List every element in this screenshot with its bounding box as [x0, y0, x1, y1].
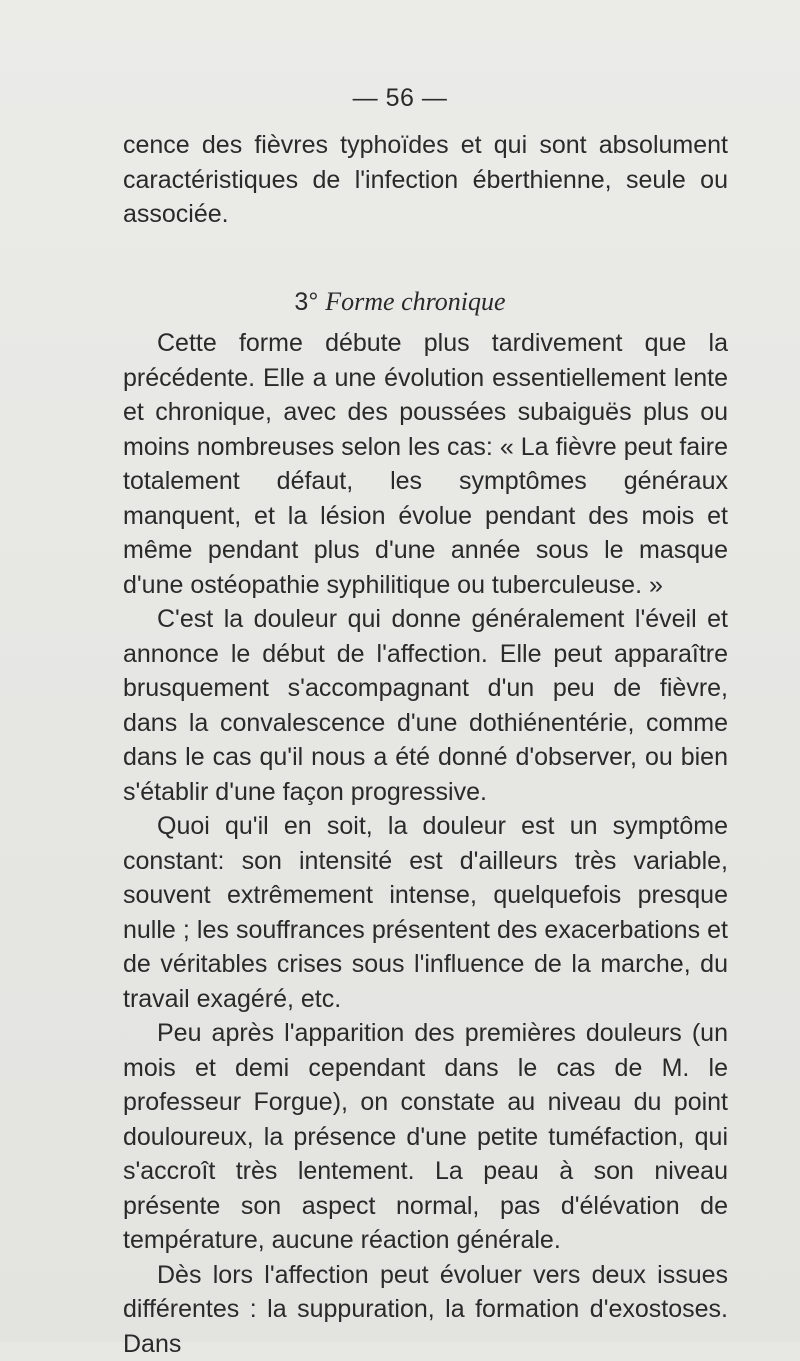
section-heading	[0, 287, 800, 317]
paragraph: Cette forme débute plus tardivement que la précédente. Elle a une évolution essentiellement lente et chronique, avec des poussées subaiguës plus ou moins nombreuses selon les cas: « La fièvre peut faire totalement défaut, les symptômes généraux manquent, et la lésion évolue pendant des mois et même pendant plus d'une année sous le masque d'une ostéopathie syphilitique ou tuberculeuse. »	[123, 326, 728, 602]
paragraph: Quoi qu'il en soit, la douleur est un symptôme constant: son intensité est d'ailleurs très variable, souvent extrêmement intense, quelquefois presque nulle ; les souffrances présentent des exacerbations et de véritables crises sous l'influence de la marche, du travail exagéré, etc.	[123, 809, 728, 1016]
section-title: Forme chronique	[325, 287, 505, 316]
paragraph: Peu après l'apparition des premières douleurs (un mois et demi cependant dans le cas de M. le professeur Forgue), on constate au niveau du point douloureux, la présence d'une petite tuméfaction, qui s'accroît très lentement. La peau à son niveau présente son aspect normal, pas d'élévation de température, aucune réaction générale.	[123, 1016, 728, 1258]
paragraph: Dès lors l'affection peut évoluer vers deux issues différentes : la suppuration, la formation d'exostoses. Dans	[123, 1258, 728, 1361]
section-numeral: 3°	[294, 288, 318, 316]
page-number: — 56 —	[0, 84, 800, 113]
continuation-fragment: cence des fièvres typhoïdes et qui sont absolument caractéristiques de l'infection éberthienne, seule ou associée.	[123, 128, 728, 232]
body-text	[123, 326, 728, 1361]
paragraph: C'est la douleur qui donne généralement l'éveil et annonce le début de l'affection. Elle peut apparaître brusquement s'accompagnant d'un peu de fièvre, dans la convalescence d'une dothiénentérie, comme dans le cas qu'il nous a été donné d'observer, ou bien s'établir d'une façon progressive.	[123, 602, 728, 809]
